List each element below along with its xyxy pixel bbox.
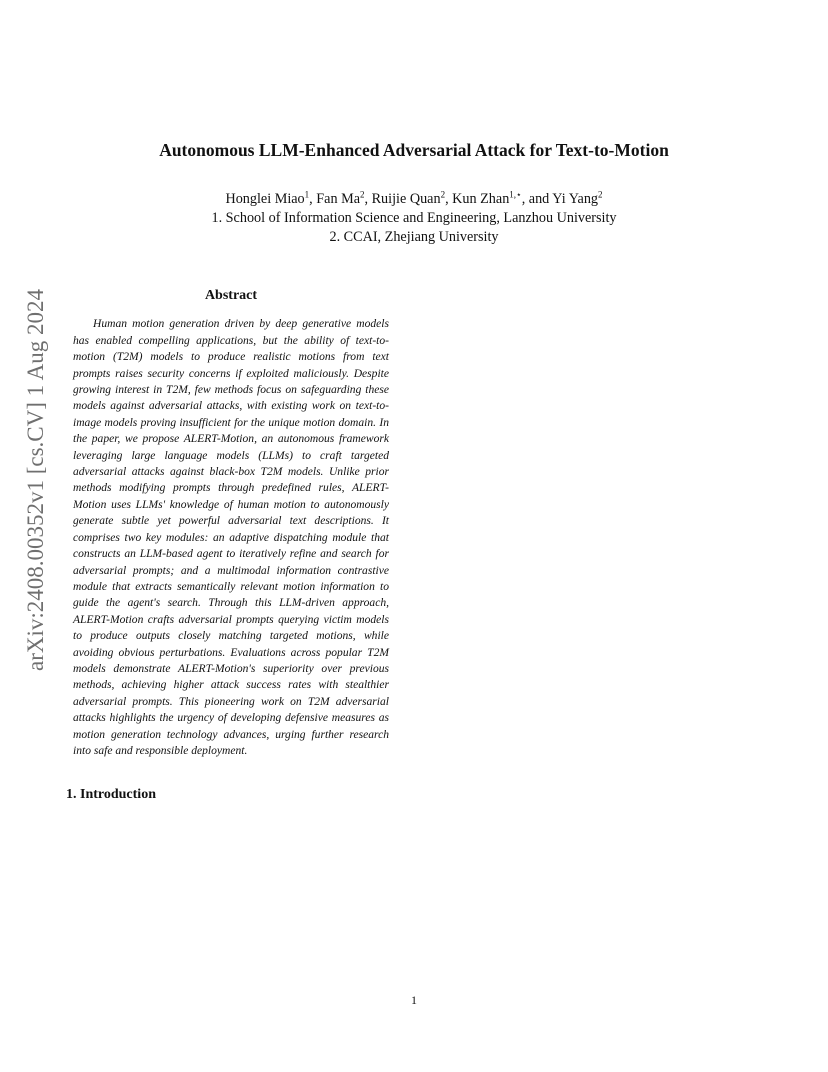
author-name: Kun Zhan [452, 191, 510, 207]
section-heading-introduction: 1. Introduction [66, 787, 156, 803]
author-affiliation-mark: 1 [304, 189, 310, 200]
author-name: Honglei Miao [225, 191, 305, 207]
author-block [0, 190, 828, 247]
left-column [66, 288, 396, 816]
author-name: Yi Yang [552, 191, 599, 207]
right-column [417, 289, 739, 296]
abstract-heading: Abstract [204, 288, 258, 303]
author-affiliation-mark: 2 [598, 189, 603, 200]
author-affiliation-mark: 2 [360, 189, 365, 200]
abstract-text: Human motion generation driven by deep generative models has enabled compelling applications, but the ability of text-to-motion (T2M) models to produce realistic motions from text prompts raises security concerns if exploited maliciously. Despite growing interest in T2M, few methods focus on safeguarding these models against adversarial attacks, with existing work on text-to-image models proving insufficient for the unique motion domain. In the paper, we propose ALERT-Motion, an autonomous framework leveraging large language models (LLMs) to craft targeted adversarial attacks against black-box T2M models. Unlike prior methods modifying prompts through predefined rules, ALERT-Motion uses LLMs' knowledge of human motion to autonomously generate subtle yet powerful adversarial text descriptions. It comprises two key modules: an adaptive dispatching module that constructs an LLM-based agent to iteratively refine and search for adversarial prompts; and a multimodal information contrastive module that extracts semantically relevant motion information to guide the agent's search. Through this LLM-driven approach, ALERT-Motion crafts adversarial prompts querying victim models to produce outputs closely matching targeted motions, while avoiding obvious perturbations. Evaluations across popular T2M models demonstrate ALERT-Motion's superiority over previous methods, achieving higher attack success rates with stealthier adversarial prompts. This pioneering work on T2M adversarial attacks highlights the urgency of developing defensive measures as motion generation technology advances, urging further research into safe and responsible deployment. [73, 318, 389, 757]
author-name: Ruijie Quan [371, 191, 441, 207]
paper-title: Autonomous LLM-Enhanced Adversarial Attack for Text-to-Motion [159, 140, 669, 160]
arxiv-sidebar [24, 290, 48, 670]
page-number: 1 [411, 993, 417, 1007]
affiliation-1: 1. School of Information Science and Engineering, Lanzhou University [211, 210, 617, 226]
author-affiliation-mark: 1,⋆ [509, 189, 522, 200]
author-list: Honglei Miao$^1$, Fan Ma$^2$, Ruijie Quan$^2$, Kun Zhan$^{1,⋆}$, and Yi Yang$^2$ [225, 189, 603, 207]
author-affiliation-mark: 2 [440, 189, 446, 200]
arxiv-identifier[interactable]: arXiv:2408.00352v1 [cs.CV] 1 Aug 2024 [23, 288, 48, 672]
affiliation-2: 2. CCAI, Zhejiang University [329, 229, 499, 245]
author-name: Fan Ma [316, 191, 360, 207]
